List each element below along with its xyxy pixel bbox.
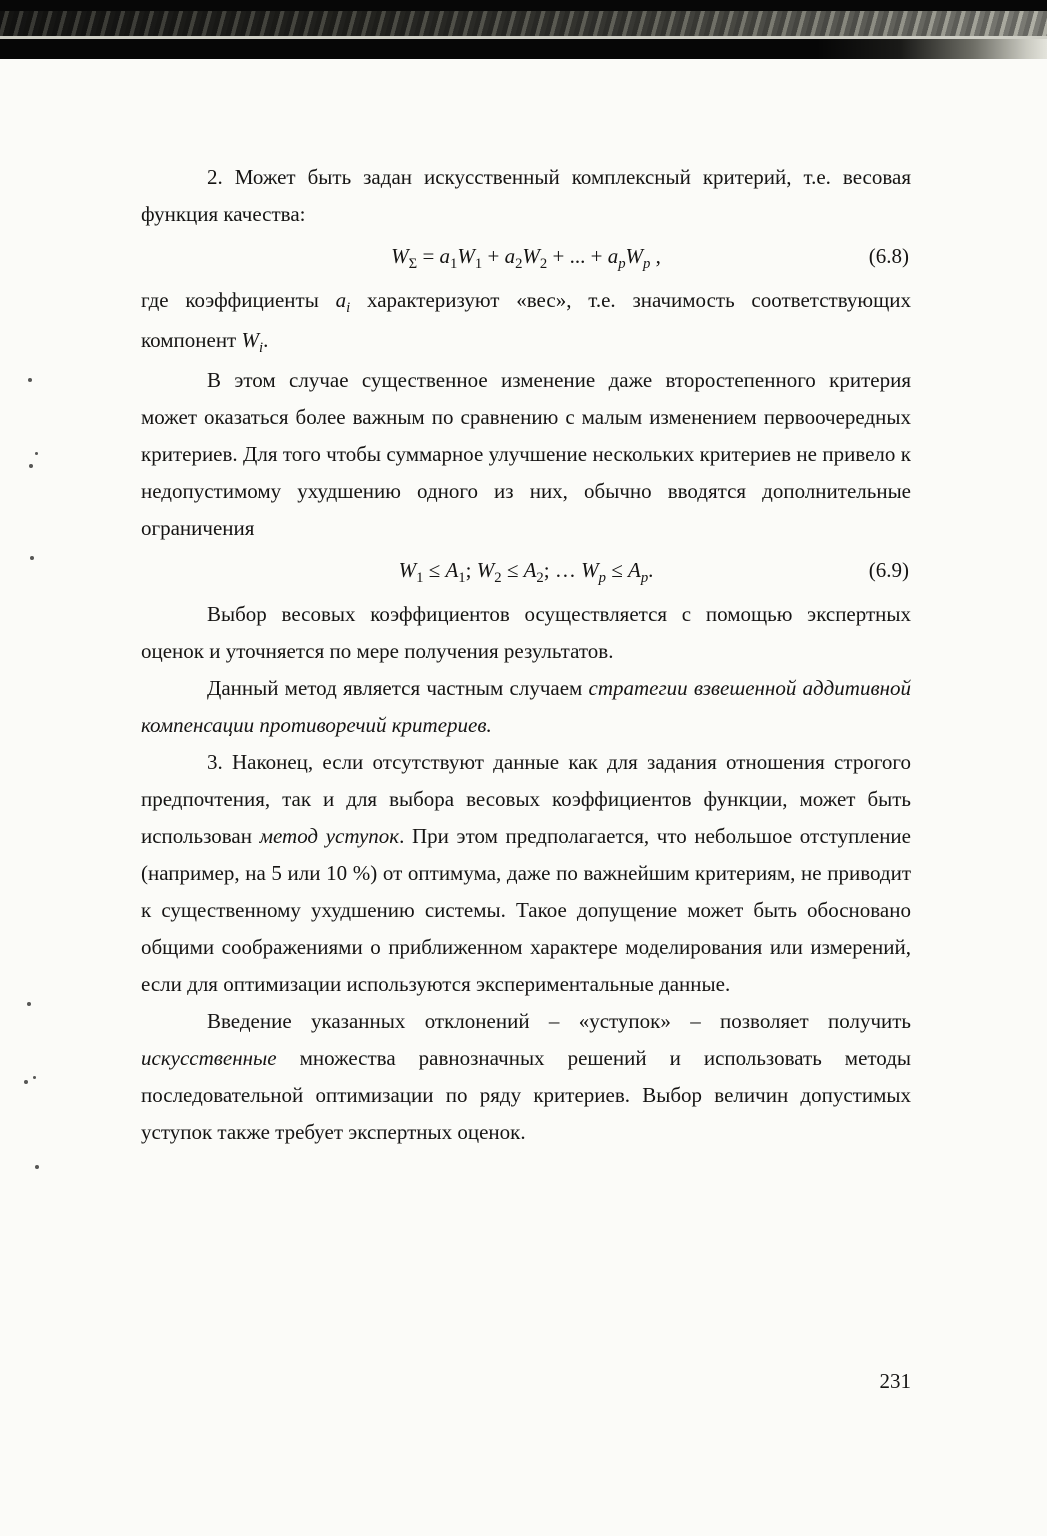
scan-speck xyxy=(35,452,38,455)
scan-speck xyxy=(29,464,33,468)
scan-speck xyxy=(27,1002,31,1006)
paragraph-1: 2. Может быть задан искусственный комплексный критерий, т.е. весовая функция качества: xyxy=(141,165,911,226)
scan-band-texture xyxy=(0,11,1047,36)
equation-6-9-number: (6.9) xyxy=(868,558,909,582)
paragraph-6: 3. Наконец, если отсутствуют данные как для задания отношения строгого предпочтения, так и для выбора весовых коэффициентов функции, может быть использован метод уступок. При этом предполагается, что небольшое отступление (например, на 5 или 10 %) от оптимума, даже по важнейшим критериям, не приводит к существенному ухудшению системы. Такое допущение может быть обосновано общими соображениями о приближенном характере моделирования или измерений, если для оптимизации используются экспериментальные данные. xyxy=(141,750,911,996)
scan-speck xyxy=(33,1076,36,1079)
scan-speck xyxy=(28,378,32,382)
paragraph-7: Введение указанных отклонений – «уступок» – позволяет получить искусственные множества равнозначных решений и использовать методы последовательной оптимизации по ряду критериев. Выбор величин допустимых уступок также требует экспертных оценок. xyxy=(141,1009,911,1144)
equation-6-8 xyxy=(141,235,911,280)
equation-6-8-number: (6.8) xyxy=(868,244,909,268)
scan-band-top xyxy=(0,0,1047,11)
scan-speck xyxy=(35,1165,39,1169)
equation-6-9 xyxy=(141,549,911,594)
paragraph-3: В этом случае существенное изменение даже второстепенного критерия может оказаться более важным по сравнению с малым изменением первоочередных критериев. Для того чтобы суммарное улучшение нескольких критериев не привело к недопустимому ухудшению одного из них, обычно вводятся дополнительные ограничения xyxy=(141,368,911,540)
equation-6-9-body: $W_1 \le A_1$; $W_2 \le A_2$; … $W_p \le A_p$. xyxy=(398,558,654,587)
equation-6-8-body: $W_\Sigma = a_1W_1 + a_2W_2$ + ... + $a_pW_p$ , xyxy=(391,244,661,273)
paragraph-4: Выбор весовых коэффициентов осуществляется с помощью экспертных оценок и уточняется по мере получения результатов. xyxy=(141,602,911,663)
page-number: 231 xyxy=(879,1369,911,1393)
scan-artifact-band xyxy=(0,0,1047,59)
page-body xyxy=(141,159,911,1151)
paragraph-2: где коэффициенты $a_i$ характеризуют «вес», т.е. значимость соответствующих компонент $W_i$. xyxy=(141,288,911,357)
paragraph-5: Данный метод является частным случаем стратегии взвешенной аддитивной компенсации противоречий критериев. xyxy=(141,676,911,737)
scan-speck xyxy=(30,556,34,560)
scan-speck xyxy=(24,1080,28,1084)
scan-band-bottom xyxy=(0,39,1047,59)
